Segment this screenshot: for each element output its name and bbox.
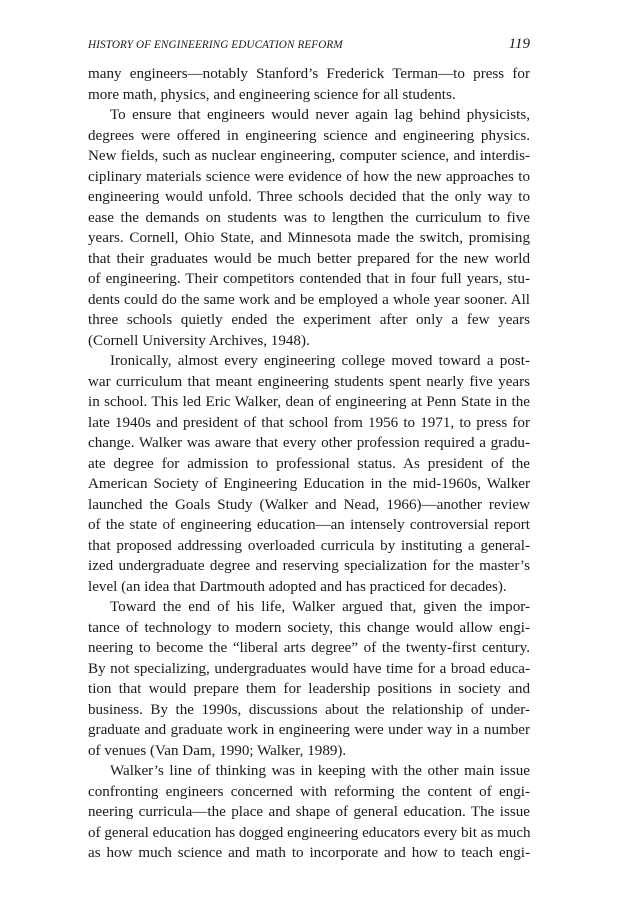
- text-line: late 1940s and president of that school from 1956 to 1971, to press for: [88, 414, 530, 431]
- text-line: neering to become the “liberal arts degree” of the twenty-first century.: [88, 640, 530, 656]
- text-line: ease the demands on students was to lengthen the curriculum to five: [88, 209, 530, 226]
- text-line: more math, physics, and engineering science for all students.: [88, 86, 456, 103]
- text-line: of engineering. Their competitors contended that in four full years, stu-: [88, 271, 530, 287]
- text-line: degrees were offered in engineering science and engineering physics.: [88, 127, 530, 144]
- text-line: tion that would prepare them for leadership positions in society and: [88, 681, 530, 697]
- text-line: in school. This led Eric Walker, dean of engineering at Penn State in the: [88, 394, 530, 410]
- running-head: [88, 36, 530, 58]
- text-line: many engineers—notably Stanford’s Frederick Terman—to press for: [88, 66, 530, 82]
- text-line: that proposed addressing overloaded curricula by instituting a general-: [88, 537, 530, 554]
- text-line: By not specializing, undergraduates would have time for a broad educa-: [88, 660, 530, 677]
- running-title: HISTORY OF ENGINEERING EDUCATION REFORM: [88, 39, 343, 51]
- body-text: [88, 64, 530, 864]
- text-line: business. By the 1990s, discussions about the relationship of under-: [88, 701, 530, 718]
- text-line: tance of technology to modern society, this change would allow engi-: [88, 619, 530, 636]
- text-line: as how much science and math to incorporate and how to teach engi-: [88, 845, 530, 861]
- text-line: graduate and graduate work in engineering were under way in a number: [88, 722, 530, 738]
- text-line: ate degree for admission to professional status. As president of the: [88, 455, 530, 472]
- book-page: [88, 36, 530, 864]
- text-line: level (an idea that Dartmouth adopted and has practiced for decades).: [88, 578, 507, 595]
- text-line: Toward the end of his life, Walker argued that, given the impor-: [110, 599, 530, 615]
- text-line: engineering would unfold. Three schools decided that the only way to: [88, 189, 530, 205]
- text-line: American Society of Engineering Education in the mid-1960s, Walker: [88, 476, 530, 492]
- text-line: To ensure that engineers would never again lag behind physicists,: [110, 107, 530, 123]
- text-line: confronting engineers concerned with reforming the content of engi-: [88, 783, 530, 800]
- text-line: of general education has dogged engineering educators every bit as much: [88, 824, 531, 841]
- text-line: launched the Goals Study (Walker and Nead, 1966)—another review: [88, 496, 530, 513]
- text-line: New fields, such as nuclear engineering, computer science, and interdis-: [88, 148, 530, 164]
- text-line: of the state of engineering education—an intensely controversial report: [88, 517, 530, 533]
- text-line: of venues (Van Dam, 1990; Walker, 1989).: [88, 742, 347, 759]
- text-line: three schools quietly ended the experiment after only a few years: [88, 312, 530, 328]
- text-line: years. Cornell, Ohio State, and Minnesota made the switch, promising: [88, 230, 530, 246]
- text-line: neering curricula—the place and shape of general education. The issue: [88, 804, 530, 820]
- text-line: Walker’s line of thinking was in keeping with the other main issue: [110, 763, 530, 779]
- text-line: Ironically, almost every engineering college moved toward a post-: [110, 353, 530, 369]
- page-number: 119: [508, 36, 530, 52]
- text-line: dents could do the same work and be employed a whole year sooner. All: [88, 291, 530, 308]
- text-line: war curriculum that meant engineering students spent nearly five years: [88, 373, 530, 390]
- text-line: (Cornell University Archives, 1948).: [88, 332, 310, 349]
- text-line: ciplinary materials science were evidence of how the new approaches to: [88, 168, 530, 185]
- text-line: change. Walker was aware that every other profession required a gradu-: [88, 435, 530, 451]
- text-line: that their graduates would be much better prepared for the new world: [88, 250, 530, 267]
- text-line: ized undergraduate degree and reserving specialization for the master’s: [88, 558, 530, 574]
